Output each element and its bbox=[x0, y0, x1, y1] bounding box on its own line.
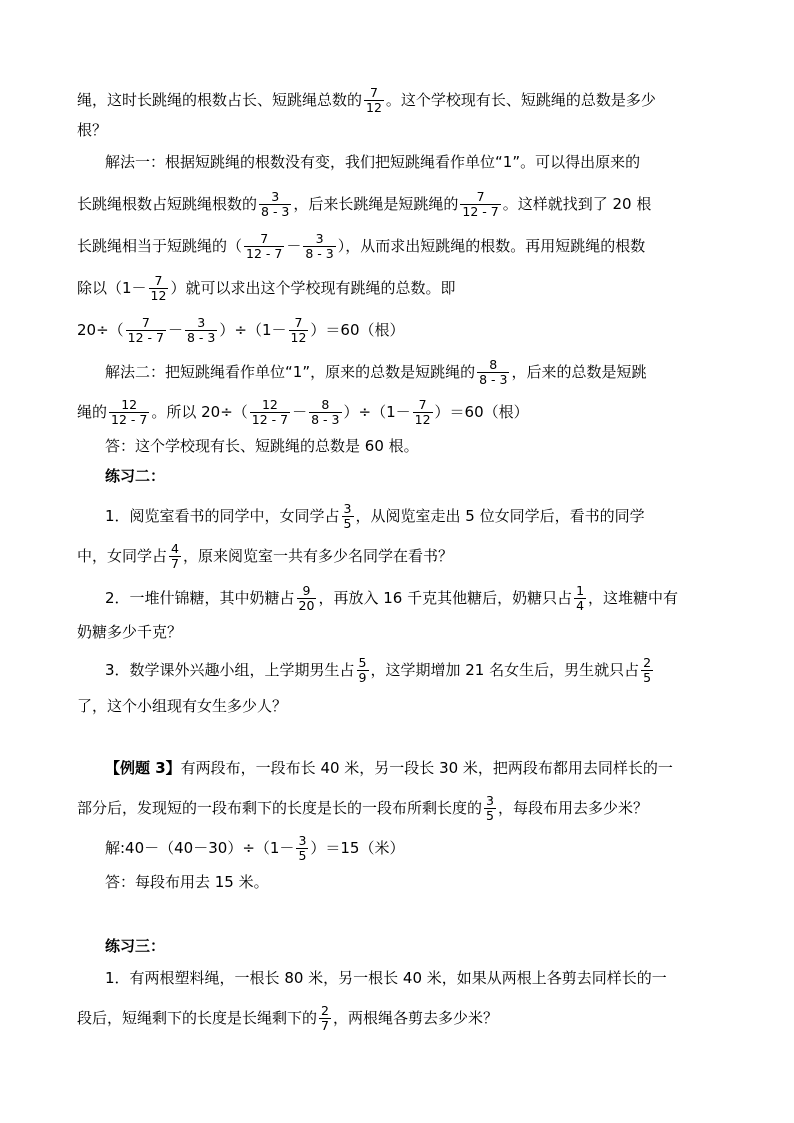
text-segment: 长跳绳根数占短跳绳根数的 bbox=[77, 195, 258, 213]
text-segment: 3．数学课外兴趣小组，上学期男生占 bbox=[105, 661, 355, 679]
text-line bbox=[77, 190, 651, 219]
text-segment: ，后来的总数是短跳 bbox=[511, 363, 647, 381]
fraction: $\frac{1}{4}$ bbox=[576, 583, 585, 613]
text-segment: ）＝60（根） bbox=[310, 321, 405, 339]
equation-line bbox=[77, 398, 529, 427]
fraction: $\frac{7}{12 - 7}$ bbox=[246, 231, 283, 261]
fraction: $\frac{7}{12 - 7}$ bbox=[127, 315, 164, 345]
text-segment: 根？ bbox=[77, 121, 108, 139]
answer-line bbox=[105, 872, 269, 892]
fraction: $\frac{3}{5}$ bbox=[343, 501, 352, 531]
method-one-heading bbox=[105, 152, 640, 172]
text-segment: 除以（1－ bbox=[77, 279, 147, 297]
example-label: 【例题 3】 bbox=[105, 759, 181, 777]
fraction: $\frac{7}{12}$ bbox=[414, 397, 431, 427]
text-line bbox=[77, 542, 453, 571]
text-segment: 。这个学校现有长、短跳绳的总数是多少 bbox=[385, 91, 656, 109]
fraction: $\frac{8}{8 - 3}$ bbox=[311, 397, 340, 427]
text-segment: ）÷（1－ bbox=[219, 321, 287, 339]
fraction: $\frac{4}{7}$ bbox=[171, 541, 179, 571]
text-segment: 1．有两根塑料绳，一根长 80 米，另一根长 40 米，如果从两根上各剪去同样长的一 bbox=[105, 969, 667, 987]
fraction: $\frac{2}{7}$ bbox=[321, 1003, 329, 1033]
text-segment: 长跳绳相当于短跳绳的（ bbox=[77, 237, 243, 255]
fraction: $\frac{7}{12}$ bbox=[290, 315, 307, 345]
text-segment: 练习二： bbox=[105, 467, 166, 485]
fraction: $\frac{3}{8 - 3}$ bbox=[261, 189, 290, 219]
answer-line bbox=[105, 436, 419, 456]
text-line bbox=[77, 86, 656, 115]
text-segment: 段后，短绳剩下的长度是长绳剩下的 bbox=[77, 1009, 318, 1027]
text-segment: ，原来阅览室一共有多少名同学在看书？ bbox=[182, 547, 453, 565]
exercise-item bbox=[105, 502, 645, 531]
fraction: $\frac{2}{5}$ bbox=[643, 655, 652, 685]
text-segment: ，两根绳各剪去多少米？ bbox=[332, 1009, 498, 1027]
text-segment: － bbox=[286, 237, 302, 255]
equation-line bbox=[77, 316, 405, 345]
fraction: $\frac{7}{12}$ bbox=[150, 273, 167, 303]
text-segment: 练习三： bbox=[105, 937, 166, 955]
text-segment: 绳的 bbox=[77, 403, 108, 421]
text-segment: ，后来长跳绳是短跳绳的 bbox=[293, 195, 459, 213]
fraction: $\frac{3}{5}$ bbox=[298, 833, 307, 863]
text-line bbox=[77, 120, 107, 140]
fraction: $\frac{5}{9}$ bbox=[358, 655, 367, 685]
text-segment: 。这样就找到了 20 根 bbox=[502, 195, 652, 213]
text-segment: 奶糖多少千克？ bbox=[77, 623, 183, 641]
text-segment: 答：每段布用去 15 米。 bbox=[105, 873, 269, 891]
fraction: $\frac{7}{12}$ bbox=[366, 85, 382, 115]
fraction: $\frac{12}{12 - 7}$ bbox=[251, 397, 289, 427]
exercise-item bbox=[105, 584, 678, 613]
text-segment: 2．一堆什锦糖，其中奶糖占 bbox=[105, 589, 295, 607]
text-segment: ，每段布用去多少米？ bbox=[497, 799, 648, 817]
fraction: $\frac{3}{8 - 3}$ bbox=[187, 315, 216, 345]
fraction: $\frac{3}{8 - 3}$ bbox=[305, 231, 334, 261]
fraction: $\frac{8}{8 - 3}$ bbox=[479, 357, 508, 387]
text-segment: 中，女同学占 bbox=[77, 547, 168, 565]
fraction: $\frac{9}{20}$ bbox=[298, 583, 315, 613]
text-segment: ，这堆糖中有 bbox=[588, 589, 679, 607]
fraction: $\frac{12}{12 - 7}$ bbox=[111, 397, 148, 427]
text-segment: 绳，这时长跳绳的根数占长、短跳绳总数的 bbox=[77, 91, 363, 109]
text-line bbox=[77, 696, 287, 716]
example-item bbox=[105, 758, 673, 778]
text-segment: 。所以 20÷（ bbox=[151, 403, 248, 421]
text-segment: ，再放入 16 千克其他糖后，奶糖只占 bbox=[318, 589, 573, 607]
fraction: $\frac{7}{12 - 7}$ bbox=[462, 189, 499, 219]
text-segment: － bbox=[167, 321, 183, 339]
text-segment: ，这学期增加 21 名女生后，男生就只占 bbox=[370, 661, 640, 679]
text-segment: ），从而求出短跳绳的根数。再用短跳绳的根数 bbox=[337, 237, 646, 255]
fraction: $\frac{3}{5}$ bbox=[486, 793, 494, 823]
section-heading bbox=[105, 936, 165, 956]
exercise-item bbox=[105, 656, 655, 685]
text-segment: 答：这个学校现有长、短跳绳的总数是 60 根。 bbox=[105, 437, 419, 455]
text-segment: 解法一：根据短跳绳的根数没有变，我们把短跳绳看作单位“1”。可以得出原来的 bbox=[105, 153, 641, 171]
text-line bbox=[77, 794, 648, 823]
method-two-heading bbox=[105, 358, 646, 387]
exercise-item bbox=[105, 968, 667, 988]
text-segment: ，从阅览室走出 5 位女同学后，看书的同学 bbox=[355, 507, 645, 525]
text-segment: ）÷（1－ bbox=[343, 403, 411, 421]
text-line bbox=[77, 1004, 498, 1033]
text-segment: ）＝15（米） bbox=[310, 839, 405, 857]
text-line bbox=[77, 274, 455, 303]
text-segment: 有两段布，一段布长 40 米，另一段长 30 米，把两段布都用去同样长的一 bbox=[180, 759, 673, 777]
text-segment: ）就可以求出这个学校现有跳绳的总数。即 bbox=[170, 279, 456, 297]
text-segment: 了，这个小组现有女生多少人？ bbox=[77, 697, 288, 715]
text-segment: － bbox=[292, 403, 308, 421]
text-line bbox=[77, 622, 182, 642]
text-segment: 20÷（ bbox=[77, 321, 124, 339]
text-segment: 解:40－（40－30）÷（1－ bbox=[105, 839, 295, 857]
section-heading bbox=[105, 466, 165, 486]
text-segment: 解法二：把短跳绳看作单位“1”，原来的总数是短跳绳的 bbox=[105, 363, 476, 381]
solution-line bbox=[105, 834, 404, 863]
text-segment: 1．阅览室看书的同学中，女同学占 bbox=[105, 507, 340, 525]
text-segment: 部分后，发现短的一段布剩下的长度是长的一段布所剩长度的 bbox=[77, 799, 483, 817]
text-segment: ）＝60（根） bbox=[434, 403, 529, 421]
text-line bbox=[77, 232, 645, 261]
